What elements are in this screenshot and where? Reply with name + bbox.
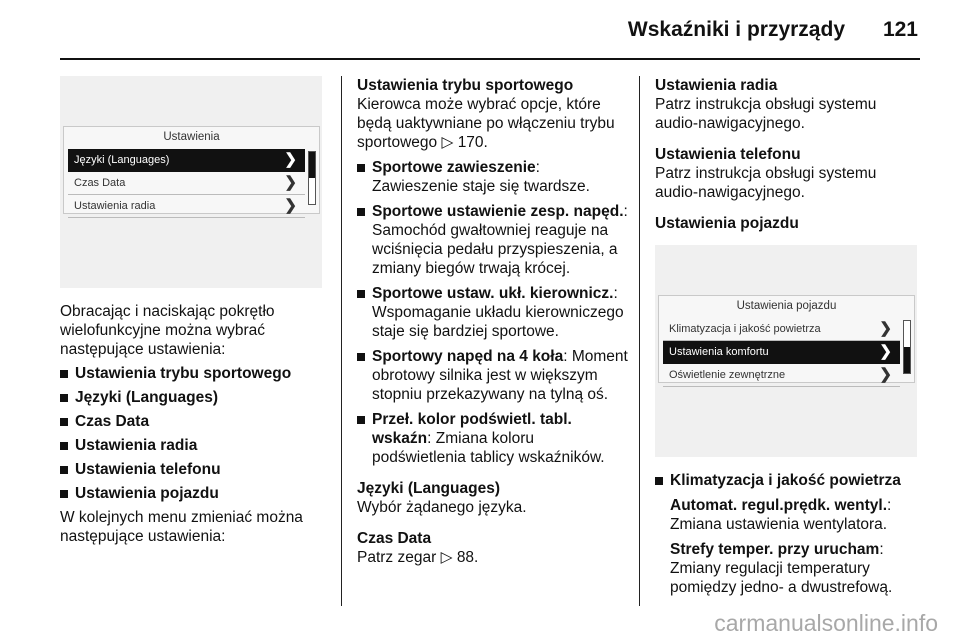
- list-item: Klimatyzacja i jakość powietrza: [655, 471, 923, 490]
- outro-text: W kolejnych menu zmieniać można następujące ustawienia:: [60, 509, 303, 545]
- column-2: [357, 76, 629, 567]
- option-term: Sportowe ustaw. ukł. kierownicz.: [372, 285, 614, 302]
- menu-item-label: Klimatyzacja i jakość powietrza: [669, 323, 821, 335]
- chevron-right-icon: ❯: [284, 151, 297, 168]
- screen-title: Ustawienia pojazdu: [736, 300, 837, 312]
- settings-list: [60, 364, 328, 503]
- menu-item-label: Ustawienia radia: [74, 200, 156, 212]
- menu-item-time-date[interactable]: [68, 172, 305, 195]
- screen-scrollbar[interactable]: [308, 151, 316, 205]
- option-term: Sportowy napęd na 4 koła: [372, 348, 564, 365]
- list-item: Czas Data: [60, 412, 328, 431]
- header-divider: [60, 58, 920, 60]
- menu-item-exterior-lighting[interactable]: [663, 364, 900, 387]
- list-item: Języki (Languages): [60, 388, 328, 407]
- time-date-text: Patrz zegar ▷ 88.: [357, 549, 479, 566]
- languages-heading: Języki (Languages): [357, 480, 500, 497]
- screen-menu: [663, 318, 900, 387]
- list-item: Ustawienia trybu sportowego: [60, 364, 328, 383]
- menu-item-label: Czas Data: [74, 177, 126, 189]
- option-desc: Moment obrotowy silnika jest w większym stopniu przekazywany na tylną oś.: [372, 348, 628, 403]
- list-item: Sportowy napęd na 4 koła: Moment obrotowy silnika jest w większym stopniu przekazywany na tylną oś.: [357, 347, 629, 404]
- climate-options: [655, 496, 923, 597]
- option-term: Przeł. kolor podświetl. tabl. wskaźn: [372, 411, 572, 447]
- menu-item-label: Języki (Languages): [74, 154, 170, 166]
- column-3: [655, 76, 923, 597]
- header-title: Wskaźniki i przyrządy: [627, 18, 845, 41]
- vehicle-settings-heading: Ustawienia pojazdu: [655, 215, 799, 232]
- vehicle-options-list: [655, 471, 923, 490]
- phone-settings-heading: Ustawienia telefonu: [655, 146, 801, 163]
- list-item: Sportowe ustaw. ukł. kierownicz.: Wspomaganie układu kierowniczego staje się bardziej sportowe.: [357, 284, 629, 341]
- arrow-ref-icon: ▷: [440, 549, 453, 566]
- fan-speed-option: Automat. regul.prędk. wentyl.: Zmiana ustawienia wentylatora.: [670, 497, 892, 533]
- menu-item-label: Ustawienia komfortu: [669, 346, 769, 358]
- scrollbar-thumb[interactable]: [309, 152, 315, 178]
- column-divider: [639, 76, 640, 606]
- option-term: Strefy temper. przy urucham: [670, 541, 880, 558]
- list-item: Ustawienia pojazdu: [60, 484, 328, 503]
- option-desc: Samochód gwałtowniej reaguje na wciśnięcia pedału przyspieszenia, a zmiany biegów trwają krócej.: [372, 222, 618, 277]
- screen-menu: [68, 149, 305, 218]
- menu-item-languages[interactable]: [68, 149, 305, 172]
- page-reference[interactable]: 170.: [457, 134, 488, 151]
- screen-scrollbar[interactable]: [903, 320, 911, 374]
- menu-item-radio-settings[interactable]: [68, 195, 305, 218]
- chevron-right-icon: ❯: [879, 366, 892, 383]
- menu-item-label: Oświetlenie zewnętrzne: [669, 369, 786, 381]
- chevron-right-icon: ❯: [879, 343, 892, 360]
- chevron-right-icon: ❯: [284, 197, 297, 214]
- sport-options-list: [357, 158, 629, 467]
- arrow-ref-icon: ▷: [441, 134, 454, 151]
- time-date-heading: Czas Data: [357, 530, 432, 547]
- list-item: Ustawienia telefonu: [60, 460, 328, 479]
- column-divider: [341, 76, 342, 606]
- list-item: Sportowe zawieszenie: Zawieszenie staje się twardsze.: [357, 158, 629, 196]
- scrollbar-thumb[interactable]: [904, 347, 910, 373]
- option-desc: Zmiany regulacji temperatury pomiędzy jedno- a dwustrefową.: [670, 560, 893, 596]
- watermark: carmanualsonline.info: [714, 610, 938, 636]
- menu-item-climate[interactable]: [663, 318, 900, 341]
- radio-settings-heading: Ustawienia radia: [655, 77, 778, 94]
- chevron-right-icon: ❯: [879, 320, 892, 337]
- option-desc: Zawieszenie staje się twardsze.: [372, 178, 590, 195]
- sport-mode-text: Kierowca może wybrać opcje, które będą uaktywniane po włączeniu trybu sportowego ▷ 170.: [357, 96, 615, 151]
- menu-item-comfort-settings[interactable]: [663, 341, 900, 364]
- settings-screen-figure: [60, 76, 322, 288]
- page-reference[interactable]: 88.: [456, 549, 479, 566]
- settings-screen: [63, 126, 320, 214]
- list-item: Sportowe ustawienie zesp. napęd.: Samochód gwałtowniej reaguje na wciśnięcia pedału przyspieszenia, a zmiany biegów trwają krócej.: [357, 202, 629, 278]
- option-desc: Wspomaganie układu kierowniczego staje się bardziej sportowe.: [372, 304, 624, 340]
- chevron-right-icon: ❯: [284, 174, 297, 191]
- option-desc: Zmiana ustawienia wentylatora.: [670, 516, 888, 533]
- option-term: Sportowe ustawienie zesp. napęd.: [372, 203, 624, 220]
- option-desc: Zmiana koloru podświetlenia tablicy wskaźników.: [372, 430, 605, 466]
- page-number: 121: [882, 18, 918, 41]
- screen-title: Ustawienia: [163, 131, 220, 143]
- list-item: Przeł. kolor podświetl. tabl. wskaźn: Zmiana koloru podświetlenia tablicy wskaźników.: [357, 410, 629, 467]
- column-1: [60, 76, 328, 546]
- vehicle-settings-screen: [658, 295, 915, 383]
- option-term: Automat. regul.prędk. wentyl.: [670, 497, 888, 514]
- intro-text: Obracając i naciskając pokrętło wielofunkcyjne można wybrać następujące ustawienia:: [60, 303, 275, 358]
- list-item: Ustawienia radia: [60, 436, 328, 455]
- option-term: Sportowe zawieszenie: [372, 159, 536, 176]
- languages-text: Wybór żądanego języka.: [357, 499, 527, 516]
- sport-mode-heading: Ustawienia trybu sportowego: [357, 77, 574, 94]
- temperature-zones-option: Strefy temper. przy urucham: Zmiany regulacji temperatury pomiędzy jedno- a dwustrefową.: [670, 541, 893, 596]
- vehicle-settings-screen-figure: [655, 245, 917, 457]
- radio-settings-text: Patrz instrukcja obsługi systemu audio-nawigacyjnego.: [655, 96, 877, 132]
- phone-settings-text: Patrz instrukcja obsługi systemu audio-nawigacyjnego.: [655, 165, 877, 201]
